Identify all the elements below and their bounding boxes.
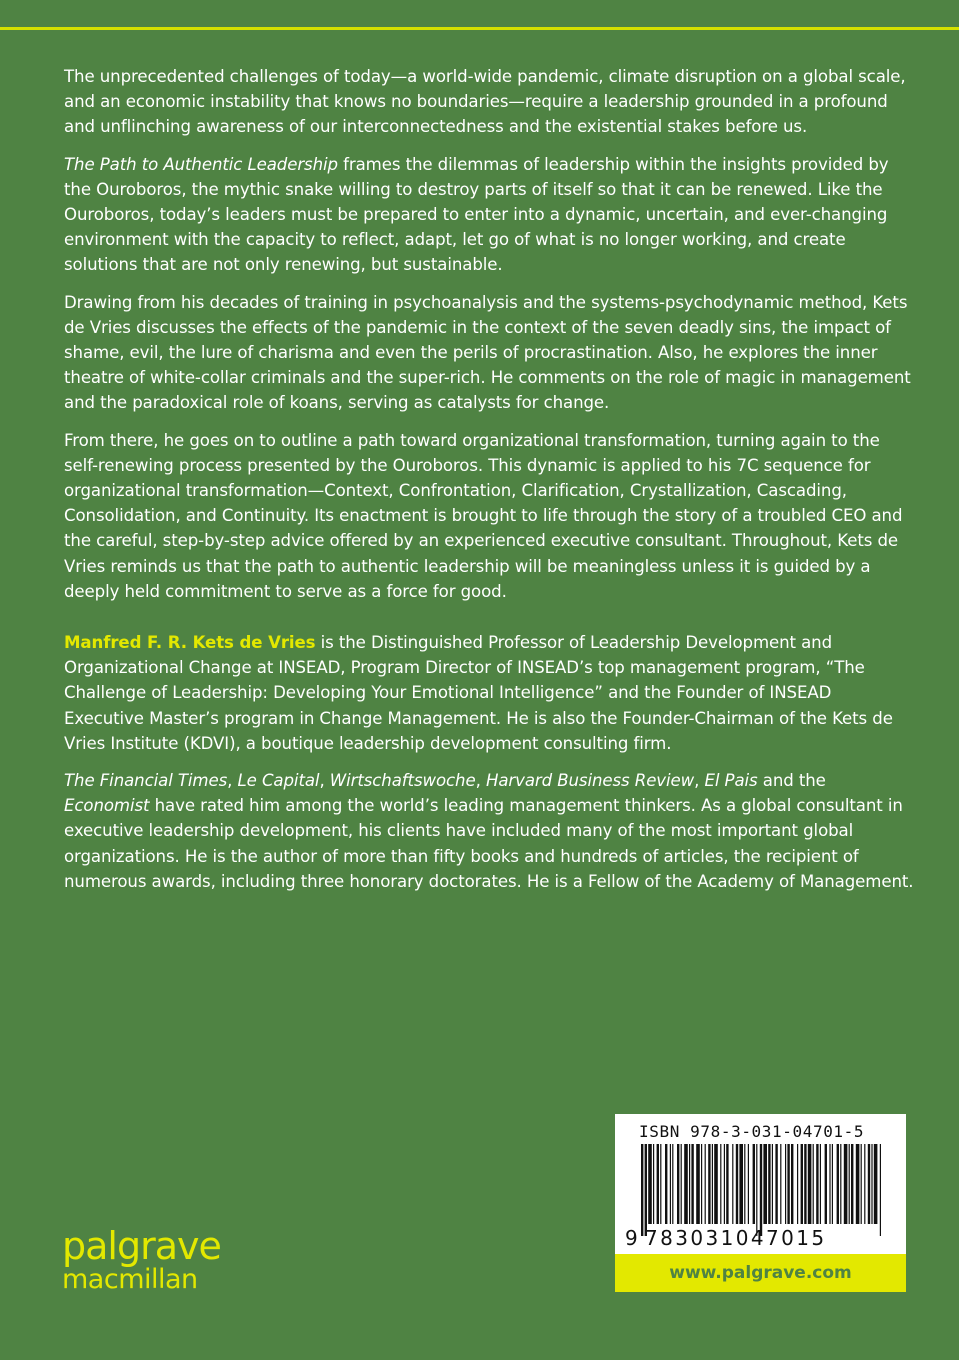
- barcode-bar: [864, 1144, 865, 1224]
- barcode-bar: [861, 1144, 862, 1224]
- publisher-logo-palgrave: palgrave: [62, 1224, 221, 1268]
- barcode-bar: [726, 1144, 728, 1224]
- separator: ,: [475, 771, 486, 791]
- barcode-bar: [801, 1144, 803, 1224]
- back-cover-copy: [64, 64, 916, 906]
- barcode-bar: [816, 1144, 818, 1224]
- barcode-bar: [756, 1144, 757, 1236]
- isbn-label: ISBN 978-3-031-04701-5: [639, 1122, 865, 1141]
- author-bio-text: is the Distinguished Professor of Leadership Development and Organizational Change at INSEAD, Program Director of INSEAD’s top management program, “The Challenge of Leadership: Developing Your Emotional Intelligence” and the Founder of INSEAD Executive Master’s program in Change Management. He is also the Founder-Chairman of the Kets de Vries Institute (KDVI), a boutique leadership development consulting firm.: [64, 633, 893, 753]
- barcode-bar: [691, 1144, 693, 1224]
- isbn-barcode-panel: [615, 1114, 906, 1254]
- barcode-bar: [844, 1144, 848, 1224]
- top-rule: [0, 27, 959, 30]
- publisher-url-banner: [615, 1254, 906, 1292]
- barcode-bar: [874, 1144, 878, 1224]
- barcode-bar: [871, 1144, 872, 1224]
- barcode-bar: [641, 1144, 643, 1236]
- barcode-bar: [813, 1144, 814, 1224]
- barcode-bar: [840, 1144, 841, 1224]
- blurb-paragraph-4: From there, he goes on to outline a path toward organizational transformation, turning again to the self-renewing process presented by the Ouroboros. This dynamic is applied to his 7C sequence for organizational transformation—Context, Confrontation, Clarification, Crystallization, Cascading, Consolidation, and Continuity. Its enactment is brought to life through the story of a troubled CEO and the careful, step-by-step advice offered by an experienced executive consultant. Throughout, Kets de Vries reminds us that the path to authentic leadership will be meaningless unless it is guided by a deeply held commitment to serve as a force for good.: [64, 430, 903, 601]
- barcode-bar: [856, 1144, 860, 1224]
- barcode-bar: [791, 1144, 793, 1224]
- separator: ,: [694, 771, 705, 791]
- barcode-bar: [785, 1144, 786, 1224]
- barcode-bar: [681, 1144, 682, 1224]
- barcode-bar: [775, 1144, 777, 1224]
- barcode-bar: [736, 1144, 738, 1224]
- author-ranking-paragraph: [64, 768, 916, 894]
- author-bio-paragraph: [64, 630, 916, 756]
- barcode-bar: [645, 1144, 647, 1236]
- barcode-bar: [868, 1144, 870, 1224]
- barcode-bar: [797, 1144, 798, 1224]
- barcode-bar: [849, 1144, 850, 1224]
- barcode-bar: [804, 1144, 806, 1224]
- blurb-paragraph-1: The unprecedented challenges of today—a world-wide pandemic, climate disruption on a global scale, and an economic instability that knows no boundaries—require a leadership grounded in a profound and unflinching awareness of our interconnectedness and the existential stakes before us.: [64, 67, 906, 137]
- barcode-bar: [851, 1144, 853, 1224]
- publisher-logo-macmillan: macmillan: [62, 1264, 198, 1295]
- barcode-bar: [768, 1144, 770, 1224]
- blurb-paragraph-3: Drawing from his decades of training in psychoanalysis and the systems-psychodynamic method, Kets de Vries discusses the effects of the pandemic in the context of the seven deadly sins, the impact of shame, evil, the lure of charisma and even the perils of procrastination. Also, he explores the inner theatre of white-collar criminals and the super-rich. He comments on the role of magic in management and the paradoxical role of koans, serving as catalysts for change.: [64, 292, 911, 413]
- barcode-bar: [712, 1144, 713, 1224]
- barcode-bar: [808, 1144, 812, 1224]
- barcode-bar: [720, 1144, 721, 1224]
- barcode-bar: [696, 1144, 700, 1224]
- barcode-bar: [760, 1144, 762, 1236]
- barcode-bar: [829, 1144, 830, 1224]
- publication-name: The Financial Times: [64, 771, 228, 791]
- barcode-bar: [677, 1144, 679, 1224]
- publication-name: Economist: [64, 796, 150, 816]
- barcode-bar: [653, 1144, 654, 1224]
- barcode-bar: [787, 1144, 789, 1224]
- barcode-bar: [739, 1144, 743, 1224]
- barcode-bar: [648, 1144, 652, 1224]
- publisher-url[interactable]: www.palgrave.com: [669, 1263, 852, 1283]
- barcode-bar: [684, 1144, 688, 1224]
- barcode-bar: [708, 1144, 710, 1224]
- barcode-bar: [763, 1144, 767, 1224]
- blurb-paragraph-2-text: frames the dilemmas of leadership within the insights provided by the Ouroboros, the mythic snake willing to destroy parts of itself so that it can be renewed. Like the Ouroboros, today’s leaders must be prepared to enter into a dynamic, uncertain, and ever-changing environment with the capacity to reflect, adapt, let go of what is no longer working, and create solutions that are not only renewing, but sustainable.: [64, 154, 889, 275]
- barcode-bar: [660, 1144, 661, 1224]
- blurb-paragraph-2: [64, 152, 916, 278]
- author-name: Manfred F. R. Kets de Vries: [64, 633, 316, 653]
- author-ranking-text: have rated him among the world’s leading management thinkers. As a global consultant in executive leadership development, his clients have included many of the most important global organizations. He is the author of more than fifty books and hundreds of articles, the recipient of numerous awards, including three honorary doctorates. He is a Fellow of the Academy of Management.: [64, 796, 914, 891]
- separator: ,: [319, 771, 330, 791]
- barcode-bar: [689, 1144, 690, 1224]
- barcode-bar: [837, 1144, 839, 1224]
- publication-name: Harvard Business Review: [485, 771, 695, 791]
- publication-name: El Pais: [704, 771, 758, 791]
- barcode-bar: [665, 1144, 667, 1224]
- barcode-bar: [732, 1144, 733, 1224]
- barcode-bar: [748, 1144, 749, 1224]
- barcode-bar: [670, 1144, 671, 1224]
- barcode-bar: [820, 1144, 821, 1224]
- barcode-bar: [705, 1144, 706, 1224]
- barcode-bar: [672, 1144, 673, 1224]
- book-title: The Path to Authentic Leadership: [64, 154, 338, 174]
- publication-name: Wirtschaftswoche: [329, 771, 476, 791]
- ean-first-digit: 9: [625, 1226, 638, 1250]
- barcode-bar: [825, 1144, 827, 1224]
- barcode-bar: [832, 1144, 833, 1224]
- barcode-bar: [744, 1144, 745, 1224]
- separator: ,: [227, 771, 238, 791]
- publication-name: Le Capital: [237, 771, 320, 791]
- barcode-bar: [880, 1144, 881, 1236]
- ean-digits: 783031047015: [645, 1226, 827, 1250]
- separator: and the: [757, 771, 826, 791]
- barcode-bar: [701, 1144, 702, 1224]
- barcode-bar: [714, 1144, 718, 1224]
- barcode-bar: [657, 1144, 659, 1224]
- barcode-bar: [753, 1144, 755, 1224]
- barcode-icon: [641, 1144, 881, 1236]
- barcode-bar: [780, 1144, 781, 1224]
- barcode-bar: [724, 1144, 725, 1224]
- barcode-bar: [772, 1144, 773, 1224]
